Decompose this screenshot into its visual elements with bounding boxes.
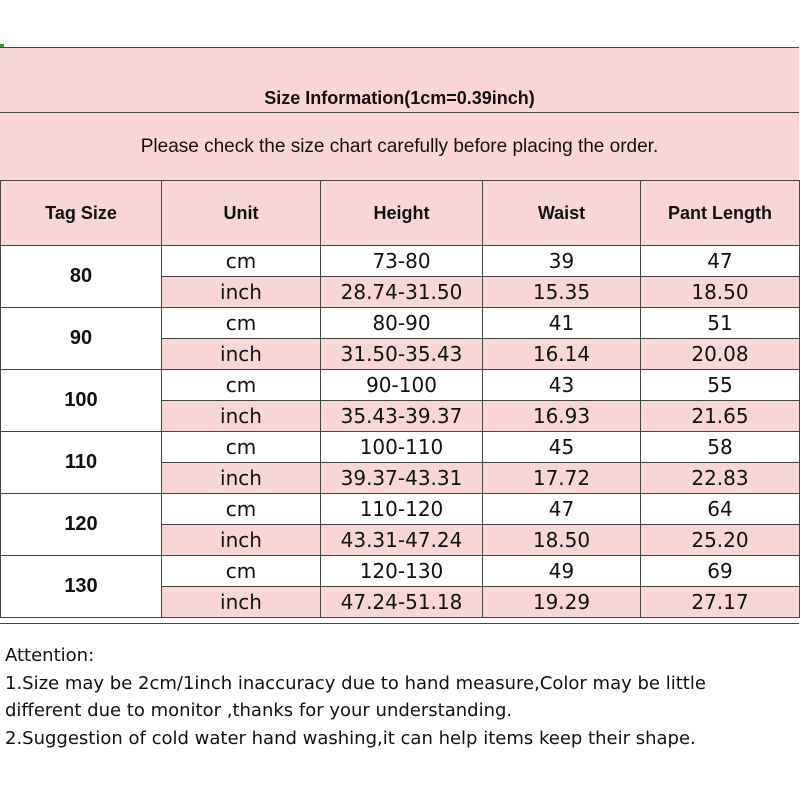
size-table (0, 180, 800, 618)
inch-waist-cell: 18.50 (483, 525, 641, 556)
cm-waist-cell: 39 (483, 246, 641, 277)
cm-unit-cell: cm (162, 432, 321, 463)
inch-waist-cell: 16.14 (483, 339, 641, 370)
cm-length-cell: 69 (641, 556, 800, 587)
inch-length-cell: 21.65 (641, 401, 800, 432)
attention-line-3: 2.Suggestion of cold water hand washing,it can help items keep their shape. (5, 727, 696, 749)
cm-height-cell: 110-120 (321, 494, 483, 525)
attention-line-1: 1.Size may be 2cm/1inch inaccuracy due to hand measure,Color may be little (5, 672, 706, 694)
inch-height-cell: 35.43-39.37 (321, 401, 483, 432)
cm-waist-cell: 49 (483, 556, 641, 587)
inch-height-cell: 28.74-31.50 (321, 277, 483, 308)
header-pant-length: Pant Length (641, 181, 800, 246)
attention-heading: Attention: (5, 645, 95, 666)
header-unit: Unit (162, 181, 321, 246)
header-row (1, 181, 800, 246)
inch-height-cell: 47.24-51.18 (321, 587, 483, 618)
tag-size-cell: 90 (1, 308, 162, 370)
size-chart-title: Size Information(1cm=0.39inch) (0, 48, 799, 113)
cm-waist-cell: 47 (483, 494, 641, 525)
cm-unit-cell: cm (162, 308, 321, 339)
cm-waist-cell: 45 (483, 432, 641, 463)
inch-length-cell: 27.17 (641, 587, 800, 618)
attention-notes (0, 623, 799, 757)
size-chart-subtitle: Please check the size chart carefully before placing the order. (0, 113, 799, 181)
cm-length-cell: 55 (641, 370, 800, 401)
inch-waist-cell: 19.29 (483, 587, 641, 618)
table-row (1, 494, 800, 525)
tag-size-cell: 130 (1, 556, 162, 618)
table-row (1, 370, 800, 401)
inch-height-cell: 43.31-47.24 (321, 525, 483, 556)
inch-unit-cell: inch (162, 277, 321, 308)
tag-size-cell: 120 (1, 494, 162, 556)
cm-height-cell: 100-110 (321, 432, 483, 463)
attention-line-2: different due to monitor ,thanks for your understanding. (5, 700, 513, 721)
tag-size-cell: 100 (1, 370, 162, 432)
cm-height-cell: 90-100 (321, 370, 483, 401)
cm-height-cell: 80-90 (321, 308, 483, 339)
inch-height-cell: 39.37-43.31 (321, 463, 483, 494)
inch-unit-cell: inch (162, 463, 321, 494)
inch-waist-cell: 16.93 (483, 401, 641, 432)
cm-length-cell: 51 (641, 308, 800, 339)
tag-size-cell: 80 (1, 246, 162, 308)
cm-waist-cell: 41 (483, 308, 641, 339)
inch-height-cell: 31.50-35.43 (321, 339, 483, 370)
cm-length-cell: 58 (641, 432, 800, 463)
table-row (1, 432, 800, 463)
header-tag-size: Tag Size (1, 181, 162, 246)
cm-height-cell: 73-80 (321, 246, 483, 277)
inch-length-cell: 18.50 (641, 277, 800, 308)
inch-unit-cell: inch (162, 587, 321, 618)
cm-length-cell: 47 (641, 246, 800, 277)
table-row (1, 556, 800, 587)
inch-waist-cell: 15.35 (483, 277, 641, 308)
inch-length-cell: 25.20 (641, 525, 800, 556)
inch-waist-cell: 17.72 (483, 463, 641, 494)
cm-length-cell: 64 (641, 494, 800, 525)
header-height: Height (321, 181, 483, 246)
inch-unit-cell: inch (162, 401, 321, 432)
inch-unit-cell: inch (162, 525, 321, 556)
cm-unit-cell: cm (162, 246, 321, 277)
cm-height-cell: 120-130 (321, 556, 483, 587)
cm-unit-cell: cm (162, 556, 321, 587)
table-row (1, 308, 800, 339)
inch-length-cell: 20.08 (641, 339, 800, 370)
tag-size-cell: 110 (1, 432, 162, 494)
cm-unit-cell: cm (162, 370, 321, 401)
cm-waist-cell: 43 (483, 370, 641, 401)
cm-unit-cell: cm (162, 494, 321, 525)
header-waist: Waist (483, 181, 641, 246)
table-row (1, 246, 800, 277)
inch-unit-cell: inch (162, 339, 321, 370)
inch-length-cell: 22.83 (641, 463, 800, 494)
